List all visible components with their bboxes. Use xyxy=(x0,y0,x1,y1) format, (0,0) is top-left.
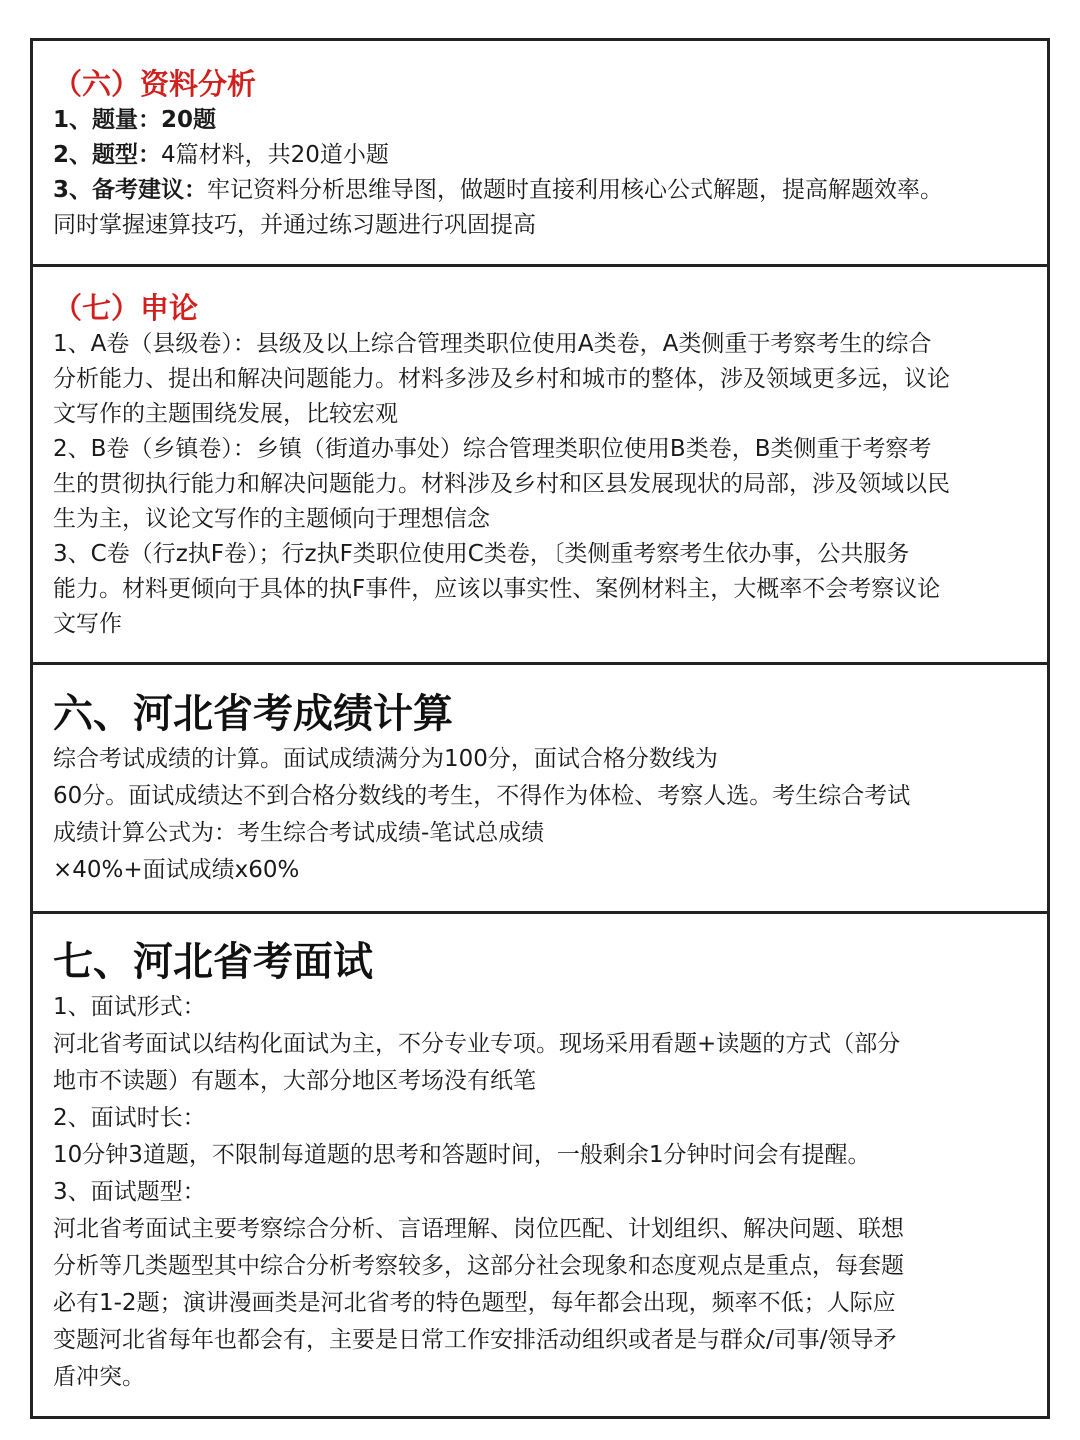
interview-line: 1、面试形式： xyxy=(53,994,206,1020)
interview-line: 分析等几类题型其中综合分析考察较多，这部分社会现象和态度观点是重点，每套题 xyxy=(53,1253,904,1279)
score-line: ×40%+面试成绩x60% xyxy=(53,857,300,883)
shenlun-line: 文写作 xyxy=(53,611,122,637)
ziliao-item-2-label: 2、题型： xyxy=(53,142,162,168)
section-title-interview: 七、河北省考面试 xyxy=(53,939,373,985)
ziliao-item-3-value: 牢记资料分析思维导图，做题时直接利用核心公式解题，提高解题效率。 xyxy=(207,177,944,203)
interview-line: 变题河北省每年也都会有，主要是日常工作安排活动组织或者是与群众/司事/领导矛 xyxy=(53,1327,897,1353)
shenlun-line: 能力。材料更倾向于具体的执F事件，应该以事实性、案例材料主，大概率不会考察议论 xyxy=(53,576,941,602)
interview-line: 3、面试题型： xyxy=(53,1179,206,1205)
interview-line: 10分钟3道题，不限制每道题的思考和答题时间，一般剩余1分钟时问会有提醒。 xyxy=(53,1142,871,1168)
divider xyxy=(33,662,1047,665)
ziliao-item-1-label: 1、题量： xyxy=(53,107,162,133)
interview-line: 河北省考面试以结构化面试为主，不分专业专项。现场采用看题+读题的方式（部分 xyxy=(53,1031,901,1057)
section-title-score: 六、河北省考成绩计算 xyxy=(53,691,453,737)
shenlun-line: 文写作的主题围绕发展，比较宏观 xyxy=(53,401,398,427)
ziliao-item-2-value: 4篇材料，共20道小题 xyxy=(161,142,389,168)
shenlun-line: 生的贯彻执行能力和解决问题能力。材料涉及乡村和区县发展现状的局部，涉及领域以民 xyxy=(53,471,950,497)
shenlun-line: 1、A卷（县级卷）：县级及以上综合管理类职位使用A类卷，A类侧重于考察考生的综合 xyxy=(53,331,932,357)
score-line: 综合考试成绩的计算。面试成绩满分为100分，面试合格分数线为 xyxy=(53,746,718,772)
section-interview xyxy=(33,935,1047,1396)
shenlun-line: 2、B卷（乡镇卷）：乡镇（街道办事处）综合管理类职位使用B类卷，B类侧重于考察考 xyxy=(53,436,932,462)
ziliao-item-1-value: 20题 xyxy=(161,107,217,133)
ziliao-item-1 xyxy=(53,103,1027,138)
shenlun-line: 3、C卷（行z执F卷）；行z执F类职位使用C类卷，〔类侧重考察考生依办事，公共服务 xyxy=(53,541,910,567)
score-line: 60分。面试成绩达不到合格分数线的考生，不得作为体检、考察人选。考生综合考试 xyxy=(53,783,911,809)
ziliao-item-3-continued: 同时掌握速算技巧，并通过练习题进行巩固提高 xyxy=(53,212,536,238)
document-frame xyxy=(30,38,1050,1419)
shenlun-line: 分析能力、提出和解决问题能力。材料多涉及乡村和城市的整体，涉及领域更多远，议论 xyxy=(53,366,950,392)
divider xyxy=(33,911,1047,914)
section-shenlun xyxy=(33,289,1047,642)
ziliao-item-3-label: 3、备考建议： xyxy=(53,177,208,203)
interview-line: 必有1-2题；演讲漫画类是河北省考的特色题型，每年都会出现，频率不低；人际应 xyxy=(53,1290,896,1316)
section-ziliao xyxy=(33,65,1047,243)
interview-line: 盾冲突。 xyxy=(53,1364,145,1390)
interview-line: 2、面试时长： xyxy=(53,1105,206,1131)
section-score xyxy=(33,687,1047,889)
shenlun-line: 生为主，议论文写作的主题倾向于理想信念 xyxy=(53,506,490,532)
score-line: 成绩计算公式为：考生综合考试成绩-笔试总成绩 xyxy=(53,820,545,846)
section-title-shenlun: （七）申论 xyxy=(53,291,199,325)
interview-line: 地市不读题）有题本，大部分地区考场没有纸笔 xyxy=(53,1068,536,1094)
divider xyxy=(33,264,1047,267)
section-title-ziliao: （六）资料分析 xyxy=(53,67,257,101)
interview-line: 河北省考面试主要考察综合分析、言语理解、岗位匹配、计划组织、解决问题、联想 xyxy=(53,1216,904,1242)
ziliao-item-3 xyxy=(53,173,1027,208)
ziliao-item-2 xyxy=(53,138,1027,173)
